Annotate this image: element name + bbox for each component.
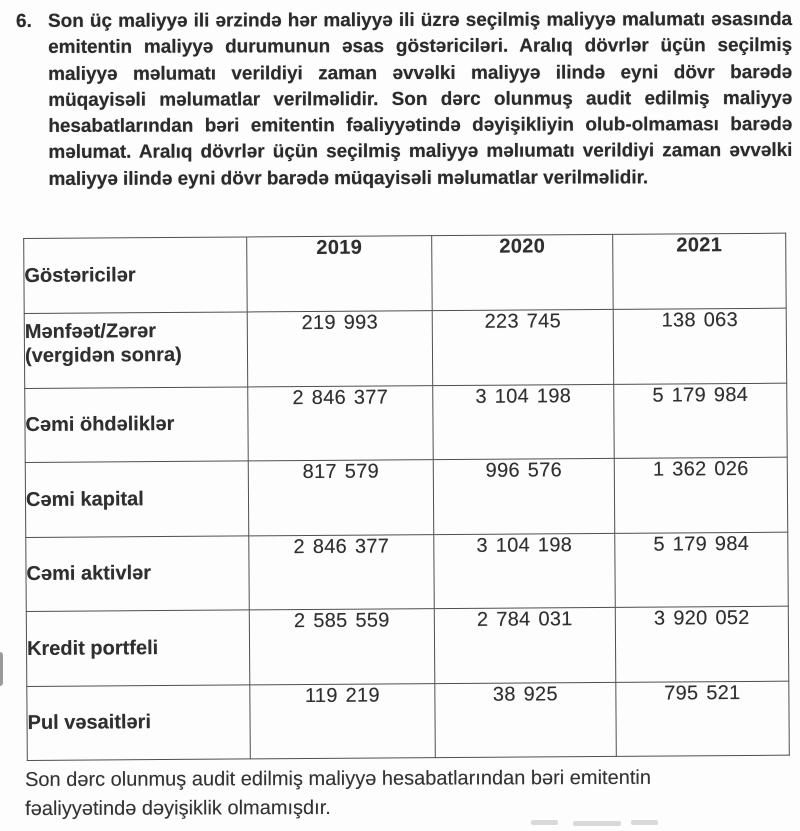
row-value-2019: 2 585 559 <box>249 609 435 685</box>
row-label: Kredit portfeli <box>26 610 250 686</box>
year-column-header: 2020 <box>432 234 614 310</box>
indicator-column-header: Göstəricilər <box>24 237 248 314</box>
footer-note: Son dərc olunmuş audit edilmiş maliyyə hesabatlarından bəri emitentin fəaliyyətində dəyişiklik olmamışdır. <box>25 766 651 820</box>
scan-smudge <box>631 820 658 825</box>
row-value-2021: 3 920 052 <box>615 606 789 682</box>
row-value-2020: 3 104 198 <box>433 384 615 460</box>
row-label: Cəmi aktivlər <box>26 535 250 611</box>
scan-edge-artifact <box>0 652 3 686</box>
row-value-2019: 219 993 <box>247 311 433 387</box>
table-row <box>27 681 790 761</box>
row-value-2020: 3 104 198 <box>434 533 616 609</box>
row-value-2021: 5 179 984 <box>615 532 789 608</box>
row-value-2019: 119 219 <box>250 683 436 759</box>
table-row <box>24 308 787 388</box>
row-label: Mənfəət/Zərər (vergidən sonra) <box>24 312 248 388</box>
table-row <box>26 606 789 686</box>
year-column-header: 2019 <box>247 236 433 312</box>
year-column-header: 2021 <box>613 233 787 309</box>
row-label: Pul vəsaitləri <box>27 684 251 760</box>
row-value-2021: 138 063 <box>613 308 787 384</box>
row-value-2021: 5 179 984 <box>614 383 788 459</box>
row-value-2020: 2 784 031 <box>434 607 616 683</box>
table-header-row <box>24 233 787 313</box>
table-row <box>25 457 788 537</box>
row-value-2019: 2 846 377 <box>248 385 434 461</box>
financial-table <box>23 233 790 761</box>
table-row <box>26 532 789 612</box>
scan-smudge <box>573 821 621 826</box>
row-value-2020: 38 925 <box>435 682 617 758</box>
row-value-2021: 795 521 <box>616 681 790 757</box>
row-label: Cəmi kapital <box>25 461 249 537</box>
item-number: 6. <box>16 10 32 32</box>
row-value-2019: 817 579 <box>248 460 434 536</box>
row-value-2020: 996 576 <box>433 458 615 534</box>
row-value-2020: 223 745 <box>432 309 614 385</box>
intro-paragraph: Son üç maliyyə ili ərzində hər maliyyə ili üzrə seçilmiş maliyyə malumatı əsasında emitentin maliyyə durumunun əsas göstəriciləri. Aralıq dövrlər üçün seçilmiş maliyyə məlumatı verildiyi zaman əvvəlki maliyyə ilində eyni dövr barədə müqayisəli məlumatlar verilməlidir. Son dərc olunmuş audit edilmiş maliyyə hesabatlarından bəri emitentin fəaliyyətində dəyişikliyin olub-olmaması barədə məlumat. Aralıq dövrlər üçün seçilmiş maliyyə məlıumatı verildiyi zaman əvvəlki maliyyə ilində eyni dövr barədə müqayisəli məlumatlar verilməlidir. <box>48 8 793 190</box>
row-label: Cəmi öhdəliklər <box>25 386 249 462</box>
table-row <box>25 383 788 463</box>
row-value-2019: 2 846 377 <box>249 534 435 610</box>
numbered-item <box>16 7 792 193</box>
scan-smudge <box>531 820 558 825</box>
row-value-2021: 1 362 026 <box>614 457 788 533</box>
